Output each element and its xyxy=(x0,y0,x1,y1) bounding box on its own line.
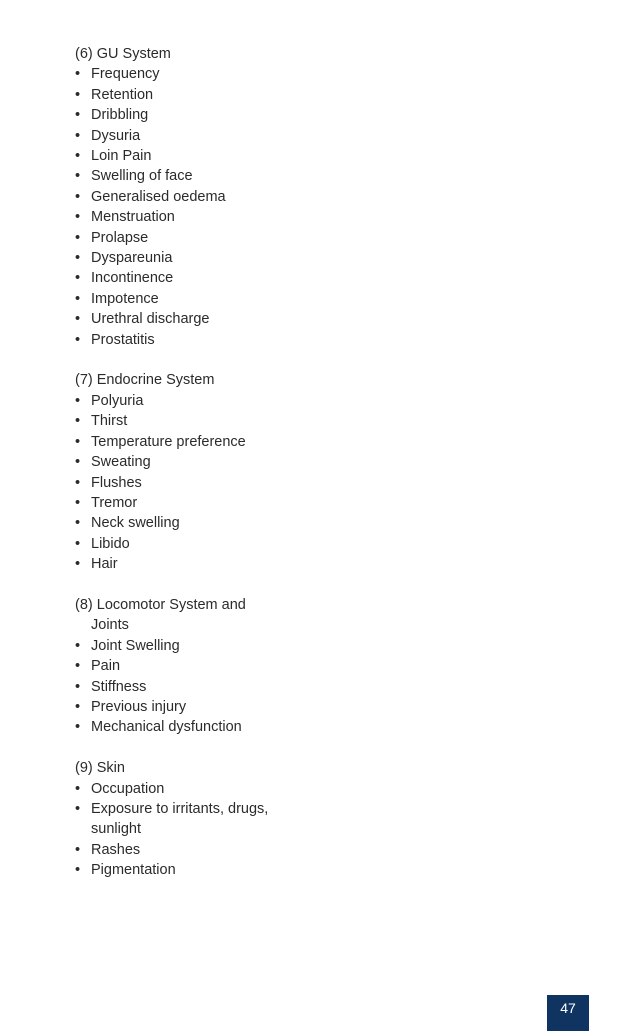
list-item-text: Generalised oedema xyxy=(91,188,226,205)
bullet-icon: • xyxy=(75,862,81,879)
list-item xyxy=(75,330,375,350)
list-item-text: Dyspareunia xyxy=(91,250,173,267)
bullet-icon: • xyxy=(75,556,81,573)
bullet-icon: • xyxy=(75,250,81,267)
list-item-text: Hair xyxy=(91,556,118,573)
bullet-list xyxy=(75,64,375,350)
section-heading-text: (8) Locomotor System and xyxy=(75,596,246,613)
list-item-text: Prolapse xyxy=(91,229,149,246)
list-item xyxy=(75,228,375,248)
list-item-text: Swelling of face xyxy=(91,168,193,185)
list-item-text: Impotence xyxy=(91,290,159,307)
bullet-icon: • xyxy=(75,474,81,491)
bullet-icon: • xyxy=(75,719,81,736)
list-item-text: Rashes xyxy=(91,841,141,858)
list-item xyxy=(75,840,375,860)
bullet-icon: • xyxy=(75,127,81,144)
list-item xyxy=(75,473,375,493)
section-heading-continuation: Joints xyxy=(91,617,129,634)
list-item-text: Retention xyxy=(91,86,154,103)
bullet-icon: • xyxy=(75,535,81,552)
list-item-text: Libido xyxy=(91,535,130,552)
bullet-icon: • xyxy=(75,658,81,675)
section-heading-text: (9) Skin xyxy=(75,760,125,777)
bullet-list xyxy=(75,636,375,738)
list-item xyxy=(75,432,375,452)
bullet-list xyxy=(75,391,375,575)
list-item xyxy=(75,656,375,676)
section-heading xyxy=(75,370,375,390)
list-item xyxy=(75,636,375,656)
bullet-icon: • xyxy=(75,270,81,287)
list-item-text: Prostatitis xyxy=(91,331,155,348)
bullet-icon: • xyxy=(75,413,81,430)
bullet-icon: • xyxy=(75,148,81,165)
bullet-icon: • xyxy=(75,290,81,307)
list-item xyxy=(75,452,375,472)
bullet-icon: • xyxy=(75,331,81,348)
list-item xyxy=(75,697,375,717)
section-heading-text: (6) GU System xyxy=(75,46,171,62)
bullet-icon: • xyxy=(75,66,81,83)
section xyxy=(75,595,375,738)
list-item xyxy=(75,554,375,574)
list-item-text: Sweating xyxy=(91,454,151,471)
bullet-icon: • xyxy=(75,86,81,103)
list-item-text: Temperature preference xyxy=(91,433,246,450)
bullet-icon: • xyxy=(75,168,81,185)
bullet-icon: • xyxy=(75,392,81,409)
list-item xyxy=(75,289,375,309)
list-item-text: Stiffness xyxy=(91,678,147,695)
list-item-text: Tremor xyxy=(91,494,138,511)
list-item-text: Dysuria xyxy=(91,127,141,144)
section-heading xyxy=(75,595,375,636)
bullet-icon: • xyxy=(75,698,81,715)
bullet-list xyxy=(75,779,375,881)
list-item xyxy=(75,105,375,125)
list-item xyxy=(75,309,375,329)
list-item xyxy=(75,534,375,554)
list-item-text: Incontinence xyxy=(91,270,174,287)
list-item-text: Pigmentation xyxy=(91,862,176,879)
list-item xyxy=(75,166,375,186)
section-heading xyxy=(75,758,375,778)
page-number: 47 xyxy=(547,995,589,1031)
list-item-text: Pain xyxy=(91,658,121,675)
list-item xyxy=(75,268,375,288)
section xyxy=(75,44,375,350)
list-item-text: Polyuria xyxy=(91,392,144,409)
list-item xyxy=(75,146,375,166)
list-item-text: Joint Swelling xyxy=(91,637,180,654)
bullet-icon: • xyxy=(75,494,81,511)
list-item-text: Menstruation xyxy=(91,209,175,226)
bullet-icon: • xyxy=(75,637,81,654)
list-item xyxy=(75,126,375,146)
bullet-icon: • xyxy=(75,841,81,858)
list-item xyxy=(75,411,375,431)
list-item xyxy=(75,187,375,207)
list-item xyxy=(75,717,375,737)
list-item-text: Exposure to irritants, drugs, xyxy=(91,800,269,817)
list-item xyxy=(75,85,375,105)
bullet-icon: • xyxy=(75,780,81,797)
bullet-icon: • xyxy=(75,454,81,471)
list-item-text: Frequency xyxy=(91,66,160,83)
bullet-icon: • xyxy=(75,209,81,226)
list-item-text: Loin Pain xyxy=(91,148,152,165)
list-item xyxy=(75,493,375,513)
list-item-text: Dribbling xyxy=(91,107,149,124)
bullet-icon: • xyxy=(75,433,81,450)
bullet-icon: • xyxy=(75,311,81,328)
list-item-text: Mechanical dysfunction xyxy=(91,719,242,736)
list-item xyxy=(75,64,375,84)
list-item xyxy=(75,513,375,533)
bullet-icon: • xyxy=(75,229,81,246)
section-heading xyxy=(75,44,375,64)
list-item-text: Urethral discharge xyxy=(91,311,210,328)
list-item xyxy=(75,860,375,880)
list-item xyxy=(75,248,375,268)
section xyxy=(75,758,375,880)
list-item-text: Occupation xyxy=(91,780,165,797)
bullet-icon: • xyxy=(75,515,81,532)
bullet-icon: • xyxy=(75,800,81,817)
list-item xyxy=(75,207,375,227)
list-item xyxy=(75,779,375,799)
list-item xyxy=(75,391,375,411)
bullet-icon: • xyxy=(75,107,81,124)
list-item-text: Previous injury xyxy=(91,698,187,715)
list-item-text-continuation: sunlight xyxy=(91,821,141,838)
list-item-text: Thirst xyxy=(91,413,128,430)
list-item-text: Flushes xyxy=(91,474,142,491)
list-item xyxy=(75,677,375,697)
bullet-icon: • xyxy=(75,188,81,205)
section xyxy=(75,370,375,574)
bullet-icon: • xyxy=(75,678,81,695)
section-heading-text: (7) Endocrine System xyxy=(75,372,215,389)
list-item-text: Neck swelling xyxy=(91,515,180,532)
page-content xyxy=(75,44,375,901)
list-item xyxy=(75,799,375,840)
